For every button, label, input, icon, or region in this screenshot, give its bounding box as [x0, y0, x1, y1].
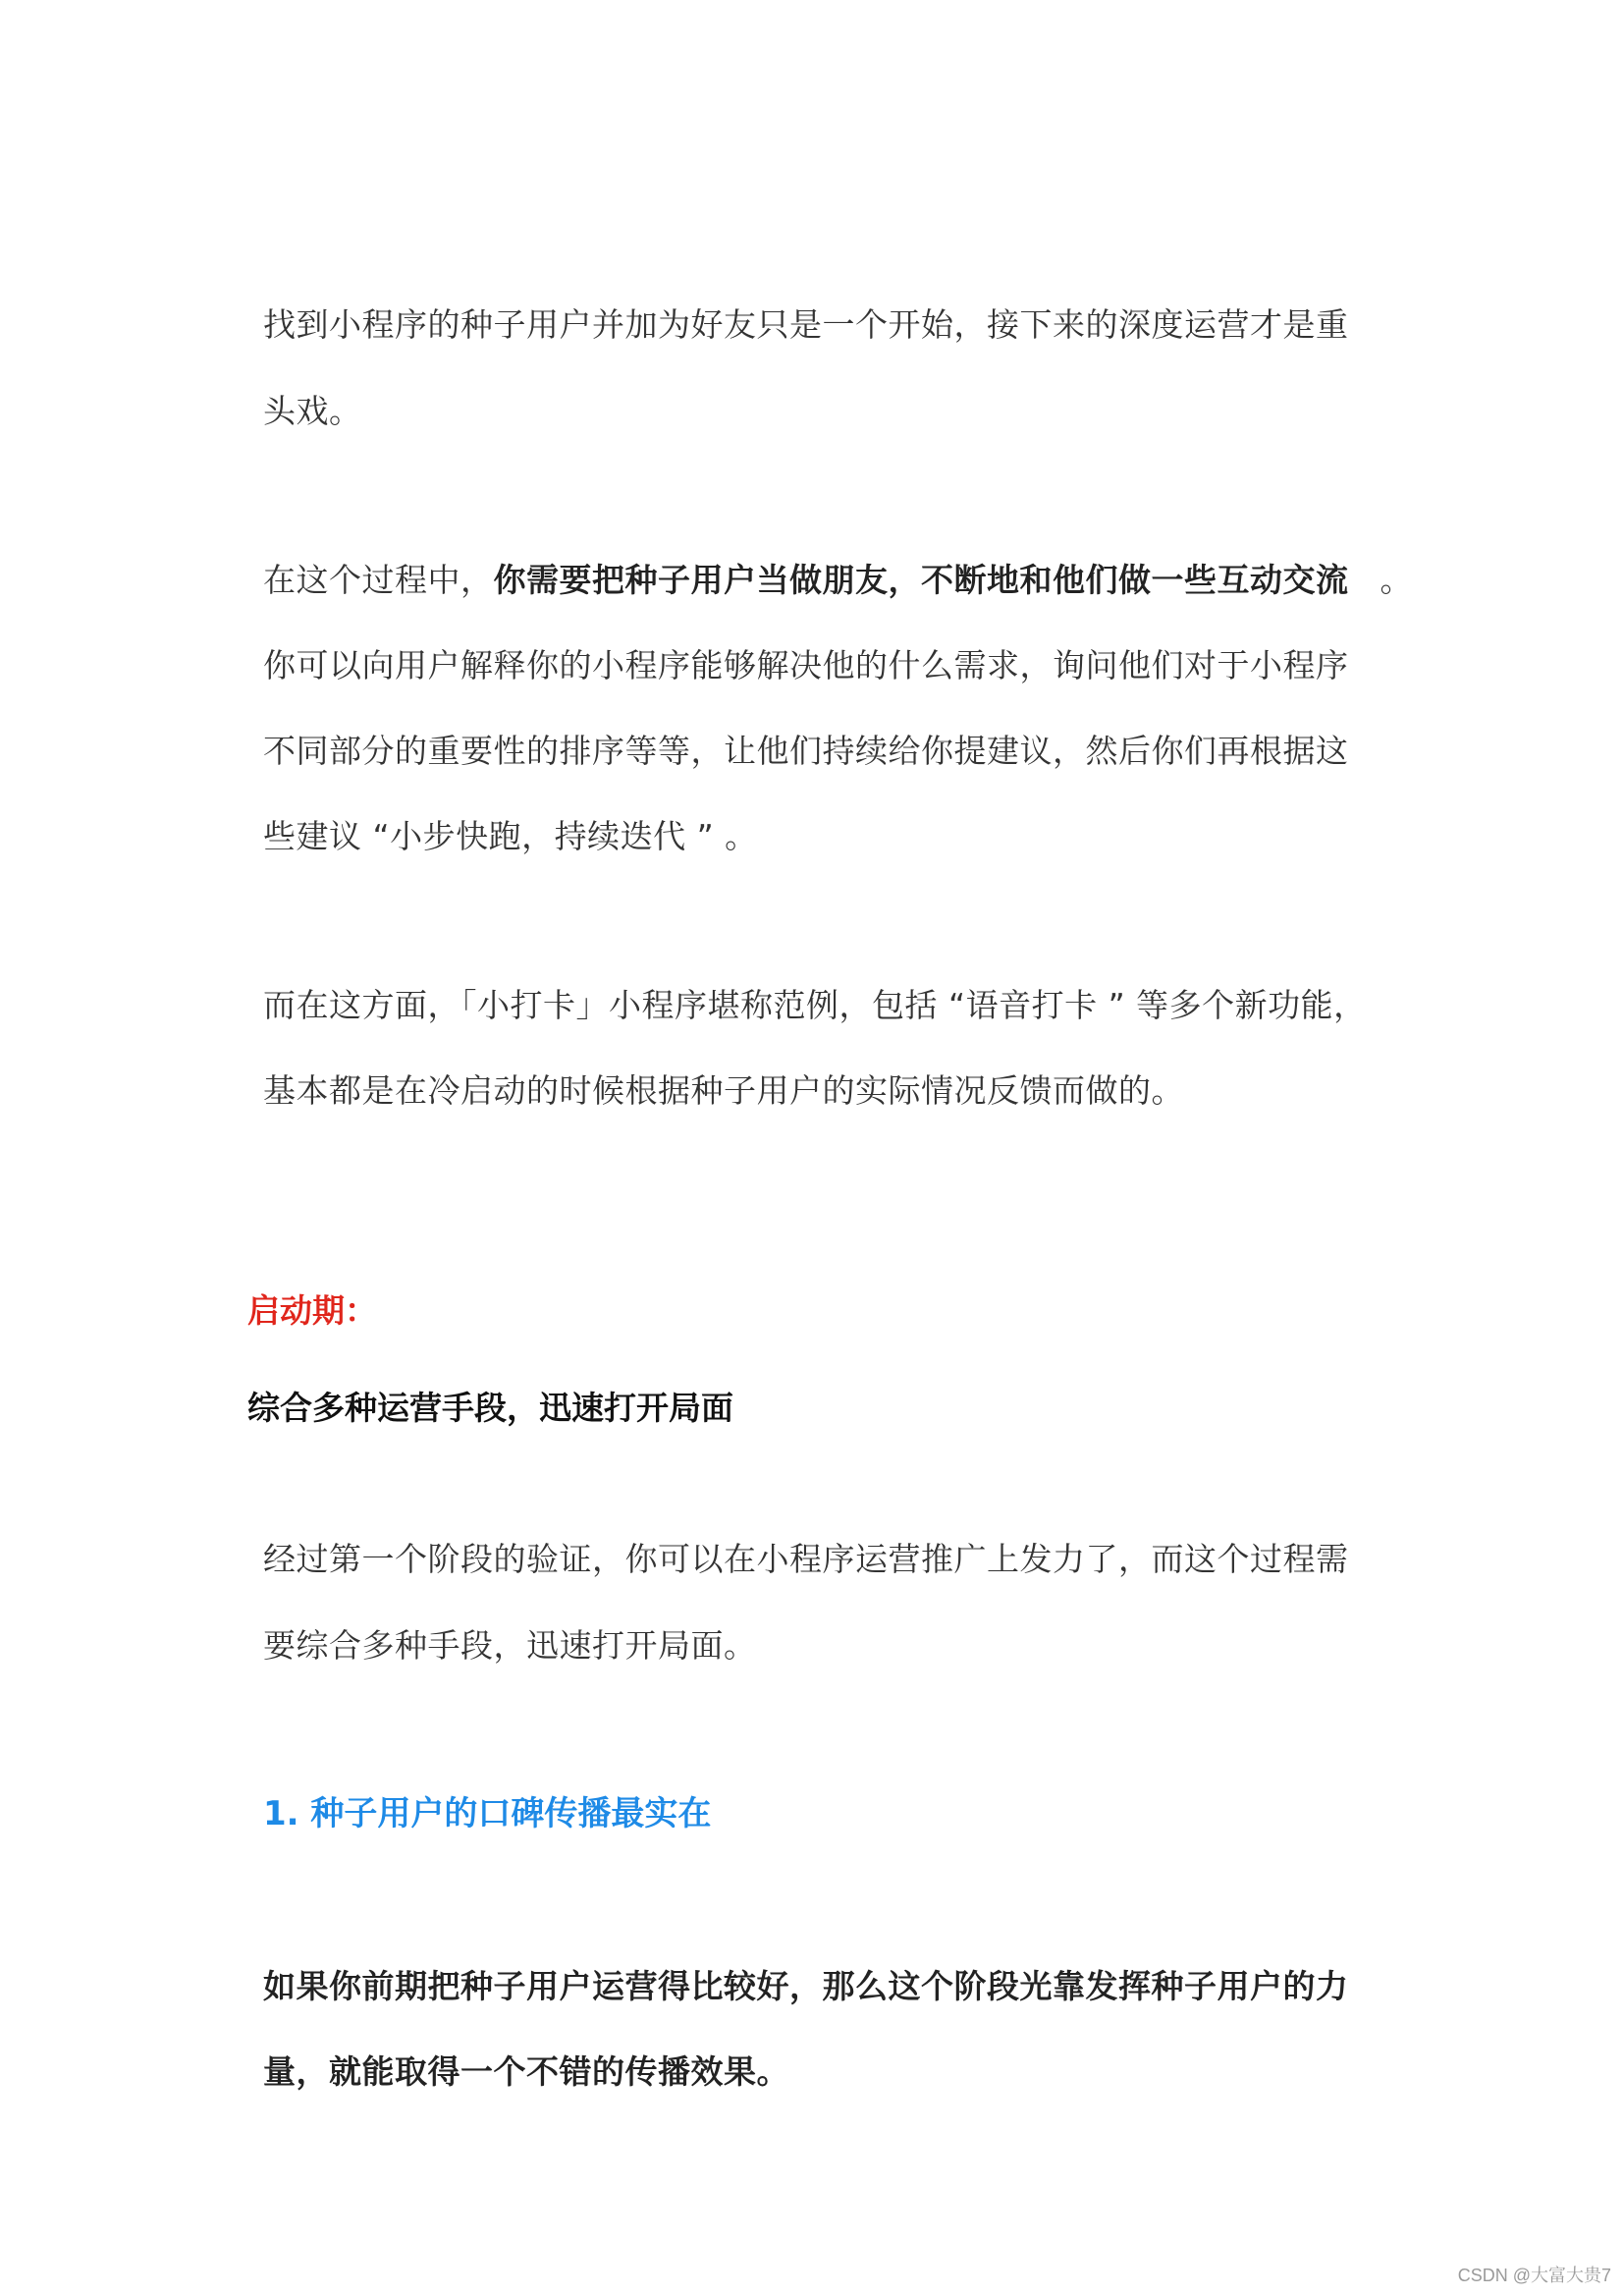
- paragraph-2-prefix: 在这个过程中，: [263, 561, 494, 599]
- paragraph-2-line-1: [263, 559, 1413, 602]
- paragraph-2-line-2: 你可以向用户解释你的小程序能够解决他的什么需求，询问他们对于小程序: [263, 646, 1349, 684]
- csdn-watermark: CSDN @大富大贵7: [1457, 2266, 1611, 2285]
- subheading-word-of-mouth: 1. 种子用户的口碑传播最实在: [263, 1794, 712, 1833]
- paragraph-2-line-4: 些建议 “小步快跑，持续迭代 ” 。: [263, 817, 758, 855]
- paragraph-5-line-2: 量，就能取得一个不错的传播效果。: [263, 2052, 789, 2091]
- paragraph-1-line-2: 头戏。: [263, 392, 362, 430]
- paragraph-1-line-1: 找到小程序的种子用户并加为好友只是一个开始，接下来的深度运营才是重: [263, 305, 1349, 344]
- paragraph-2-line-3: 不同部分的重要性的排序等等，让他们持续给你提建议，然后你们再根据这: [263, 732, 1349, 770]
- section-subtitle: 综合多种运营手段，迅速打开局面: [247, 1389, 733, 1427]
- paragraph-4-line-1: 经过第一个阶段的验证，你可以在小程序运营推广上发力了，而这个过程需: [263, 1540, 1349, 1578]
- paragraph-4-line-2: 要综合多种手段，迅速打开局面。: [263, 1626, 757, 1665]
- paragraph-3-line-2: 基本都是在冷启动的时候根据种子用户的实际情况反馈而做的。: [263, 1071, 1184, 1110]
- section-label: 启动期：: [247, 1291, 377, 1330]
- paragraph-3-line-1: 而在这方面，「小打卡」小程序堪称范例，包括 “语音打卡 ” 等多个新功能，: [263, 986, 1367, 1024]
- paragraph-5-line-1: 如果你前期把种子用户运营得比较好，那么这个阶段光靠发挥种子用户的力: [263, 1967, 1349, 2005]
- paragraph-2-bold-text: 你需要把种子用户当做朋友，不断地和他们做一些互动交流: [493, 561, 1349, 599]
- paragraph-2-suffix: 。: [1380, 561, 1413, 599]
